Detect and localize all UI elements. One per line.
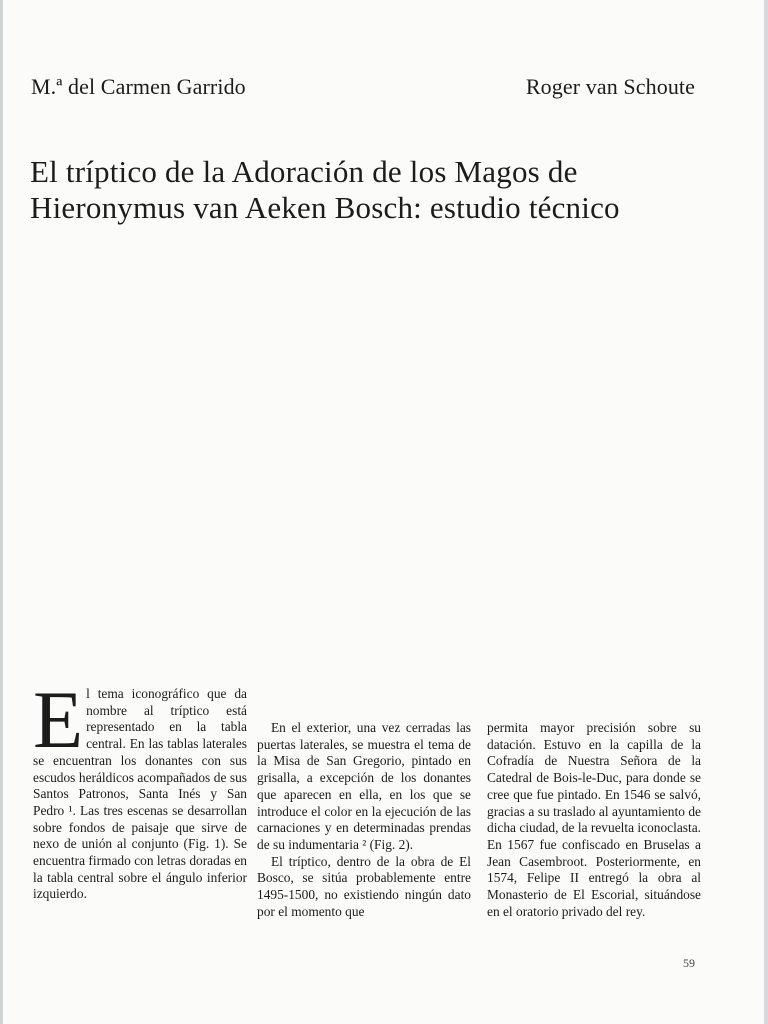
column-3 [487, 720, 701, 920]
paragraph [33, 674, 247, 903]
drop-cap: E [33, 674, 84, 765]
page-edge-left [0, 0, 3, 1024]
author-line [31, 74, 695, 104]
paragraph: permita mayor precisión sobre su datación. Estuvo en la capilla de la Cofradía de Nuestra Señora de la Catedral de Bois-le-Duc, para donde se cree que fue pintado. En 1546 se salvó, gracias a su traslado al ayuntamiento de dicha ciudad, de la revuelta iconoclasta. En 1567 fue confiscado en Bruselas a Jean Casembroot. Posteriormente, en 1574, Felipe II entregó la obra al Monasterio de El Escorial, situándose en el oratorio privado del rey. [487, 720, 701, 919]
author-left: M.ª del Carmen Garrido [31, 74, 246, 99]
body-columns [33, 674, 701, 956]
article-title [30, 154, 690, 226]
column-1 [33, 674, 247, 903]
title-line-2: Hieronymus van Aeken Bosch: estudio técnico [30, 190, 620, 225]
column-2 [257, 720, 471, 920]
author-right: Roger van Schoute [525, 74, 695, 99]
page-edge-right [764, 0, 768, 1024]
paragraph-text: l tema iconográfico que da nombre al tríptico está representado en la tabla central. En las tablas laterales se encuentran los donantes con sus escudos heráldicos acompañados de sus Santos Patronos, Santa Inés y San Pedro ¹. Las tres escenas se desarrollan sobre fondos de paisaje que sirve de nexo de unión al conjunto (Fig. 1). Se encuentra firmado con letras doradas en la tabla central sobre el ángulo inferior izquierdo. [33, 686, 247, 902]
paragraph: En el exterior, una vez cerradas las puertas laterales, se muestra el tema de la Misa de San Gregorio, pintado en grisalla, a excepción de los donantes que aparecen en ella, en los que se introduce el color en la ejecución de las carnaciones y en determinadas prendas de su indumentaria ² (Fig. 2). [257, 720, 471, 852]
page-number: 59 [683, 956, 695, 970]
paragraph: El tríptico, dentro de la obra de El Bosco, se sitúa probablemente entre 1495-1500, no existiendo ningún dato por el momento que [257, 853, 471, 919]
title-line-1: El tríptico de la Adoración de los Magos de [30, 154, 578, 189]
